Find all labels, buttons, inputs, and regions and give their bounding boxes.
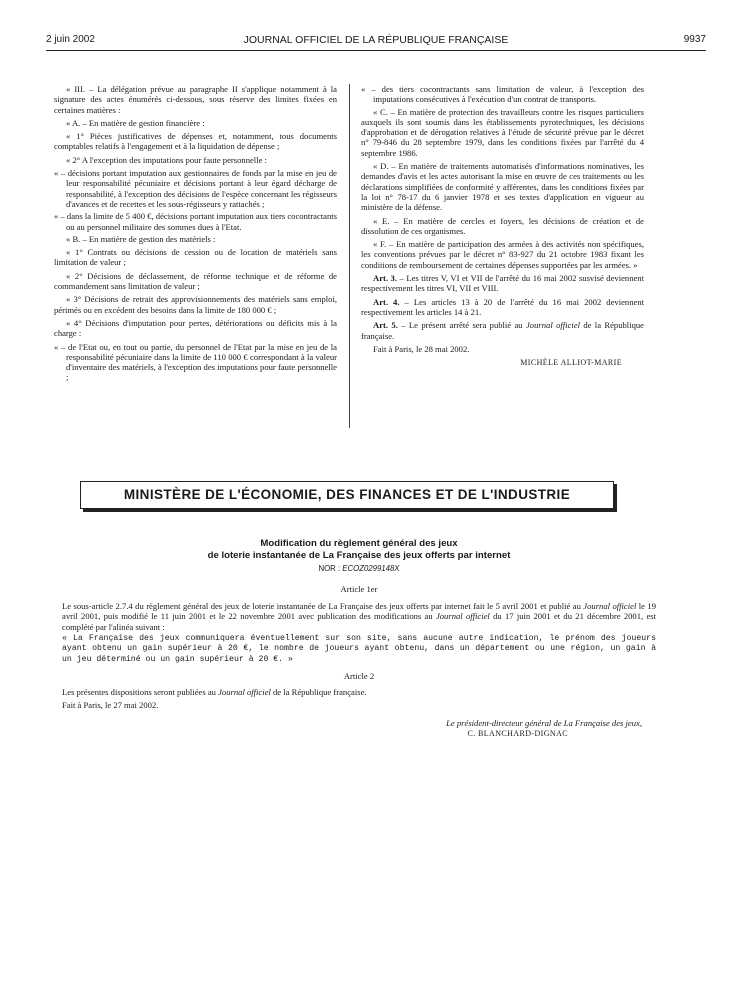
- dash-item: « – décisions portant imputation aux gestionnaires de fonds par la mise en jeu de leur responsabilité pécuniaire et décisions portant à leur égard décharge de responsabilité, à l'exception des décisions de l'espèce concernant les régisseurs d'avances et de recettes et les sous-régisseurs y rattachés ;: [54, 168, 337, 209]
- fait-a-paris: Fait à Paris, le 28 mai 2002.: [373, 343, 470, 354]
- journal-officiel-ref: Journal officiel: [435, 611, 490, 622]
- page-number: 9937: [683, 34, 706, 45]
- body-text: Les présentes dispositions seront publiées au: [62, 687, 219, 698]
- article-label: Art. 3.: [373, 273, 397, 284]
- paragraph: « D. – En matière de traitements automatisés d'informations nominatives, les demandes d'avis et les actes autorisant la mise en œuvre de ces traitements ou les déclarations simplifiées de conformité y afférentes, dans les conditions fixées par la loi n° 78-17 du 6 janvier 1978 et ses textes d'application en vigueur au ministère de la défense.: [361, 161, 644, 213]
- column-divider: [349, 84, 350, 428]
- article-text: – Les articles 13 à 20 de l'arrêté du 16 mai 2002 deviennent respectivement les articles 14 à 21.: [361, 296, 645, 317]
- dash-item: « – de l'Etat ou, en tout ou partie, du personnel de l'Etat par la mise en jeu de la responsabilité pécuniaire dans la limite de 110 000 € correspondant à la valeur d'inventaire des matériels, à l'exception des imputations pour faute personnelle ;: [54, 341, 337, 383]
- article-3: [361, 273, 644, 294]
- header-rule: [46, 50, 706, 51]
- signature: MICHÈLE ALLIOT-MARIE: [520, 358, 622, 368]
- paragraph: « F. – En matière de participation des armées à des activités non spécifiques, les conventions prévues par le décret n° 83-927 du 21 octobre 1983 fixant les conditions de remboursement de certaines dépenses supportées par les armées. »: [361, 239, 644, 270]
- header-date: 2 juin 2002: [46, 34, 95, 45]
- journal-officiel-ref: Journal officiel: [218, 687, 271, 698]
- decision-title-line1: Modification du règlement général des jeux: [260, 538, 458, 549]
- body-text: Le sous-article 2.7.4 du règlement général des jeux de loterie instantanée de La Française des jeux offerts par internet fait le 5 avril 2001 et publié au: [62, 600, 584, 611]
- paragraph: « E. – En matière de cercles et foyers, les décisions de création et de dissolution de ces organismes.: [361, 215, 644, 236]
- article-text: – Les titres V, VI et VII de l'arrêté du 16 mai 2002 susvisé deviennent respectivement les titres VI, VII et VIII.: [361, 273, 644, 294]
- left-column: [54, 84, 337, 385]
- nor-code: ECOZ0299148X: [342, 564, 400, 573]
- article-2-heading: Article 2: [343, 670, 375, 681]
- journal-officiel-ref: Journal officiel: [583, 600, 637, 611]
- paragraph: « 2° Décisions de déclassement, de réforme technique et de réforme de commandement sans limitation de valeur ;: [54, 270, 337, 292]
- journal-officiel-ref: Journal officiel: [525, 320, 580, 331]
- ministry-title: MINISTÈRE DE L'ÉCONOMIE, DES FINANCES ET DE L'INDUSTRIE: [123, 487, 571, 502]
- dash-item: « – dans la limite de 5 400 €, décisions portant imputation aux tiers cocontractants ou au personnel militaire des sommes dues à l'Etat.: [54, 211, 337, 232]
- paragraph: « A. – En matière de gestion financière :: [66, 117, 205, 128]
- dash-item: « – des tiers cocontractants sans limitation de valeur, à l'exception des imputations consécutives à l'exécution d'un contrat de transports.: [361, 84, 644, 105]
- ministry-banner: [80, 481, 614, 509]
- article-label: Art. 4.: [373, 296, 400, 307]
- paragraph: « 3° Décisions de retrait des approvisionnements des matériels sans emploi, périmés ou en excédent des besoins dans la limite de 180 000 € ;: [54, 294, 337, 315]
- signature: C. BLANCHARD-DIGNAC: [467, 728, 568, 738]
- body-text: de la République française.: [270, 687, 367, 698]
- paragraph: « B. – En matière de gestion des matériels :: [66, 233, 216, 244]
- paragraph: « C. – En matière de protection des travailleurs contre les risques particuliers auxquels ils sont soumis dans les établissements pyrotechniques, les décisions d'approbation et de dérogation relatives à l'étude de sécurité prévue par le décret n° 79-846 du 28 septembre 1979, dans les conditions fixées par l'arrêté du 4 septembre 1986.: [361, 106, 644, 158]
- article-2-body: [62, 687, 656, 697]
- paragraph: « 2° A l'exception des imputations pour faute personnelle :: [66, 154, 267, 165]
- decision-title-line2: de loterie instantanée de La Française des jeux offerts par internet: [207, 549, 511, 561]
- fait-a-paris: Fait à Paris, le 27 mai 2002.: [62, 699, 159, 710]
- right-column: [361, 84, 644, 368]
- journal-title: JOURNAL OFFICIEL DE LA RÉPUBLIQUE FRANÇAISE: [243, 34, 509, 46]
- paragraph: « III. – La délégation prévue au paragraphe II s'applique notamment à la signature des actes énumérés ci-dessous, sous réserve des limites fixées en certaines matières :: [54, 84, 337, 115]
- decision-section: [62, 538, 656, 739]
- body-text: le 19 avril 2001, puis modifié le 11 juin 2001 et le 22 novembre 2001 avec publication des modifications au: [62, 600, 656, 622]
- quoted-paragraph: « La Française des jeux communiquera éventuellement sur son site, sans aucune autre indication, le prénom des joueurs ayant obtenu un gain supérieur à 20 €, le nombre de joueurs ayant obtenu, dans un département ou une région, un gain à un jeu déterminé ou un gain supérieur à 20 €. »: [62, 634, 656, 664]
- article-text: – Le présent arrêté sera publié au: [397, 320, 526, 331]
- article-4: [361, 297, 644, 318]
- article-1-heading: Article 1er: [340, 584, 378, 595]
- nor-reference: [62, 564, 656, 574]
- nor-label: NOR :: [318, 564, 343, 573]
- article-text: de la République française.: [361, 320, 644, 341]
- article-5: [361, 320, 644, 341]
- page-header: [46, 34, 706, 48]
- paragraph: « 1° Contrats ou décisions de cession ou de location de matériels sans limitation de valeur ;: [54, 247, 337, 268]
- paragraph: « 4° Décisions d'imputation pour pertes, détériorations ou déficits mis à la charge :: [54, 317, 337, 339]
- president-title: Le président-directeur général de La Française des jeux,: [446, 718, 642, 729]
- paragraph: « 1° Pièces justificatives de dépenses et, notamment, tous documents comptables relatifs à l'engagement et à la liquidation de dépense ;: [54, 131, 337, 152]
- body-text: du 17 juin 2001 et du 21 décembre 2001, est complété par l'alinéa suivant :: [62, 611, 656, 632]
- article-1-body: [62, 601, 656, 632]
- article-label: Art. 5.: [373, 320, 398, 331]
